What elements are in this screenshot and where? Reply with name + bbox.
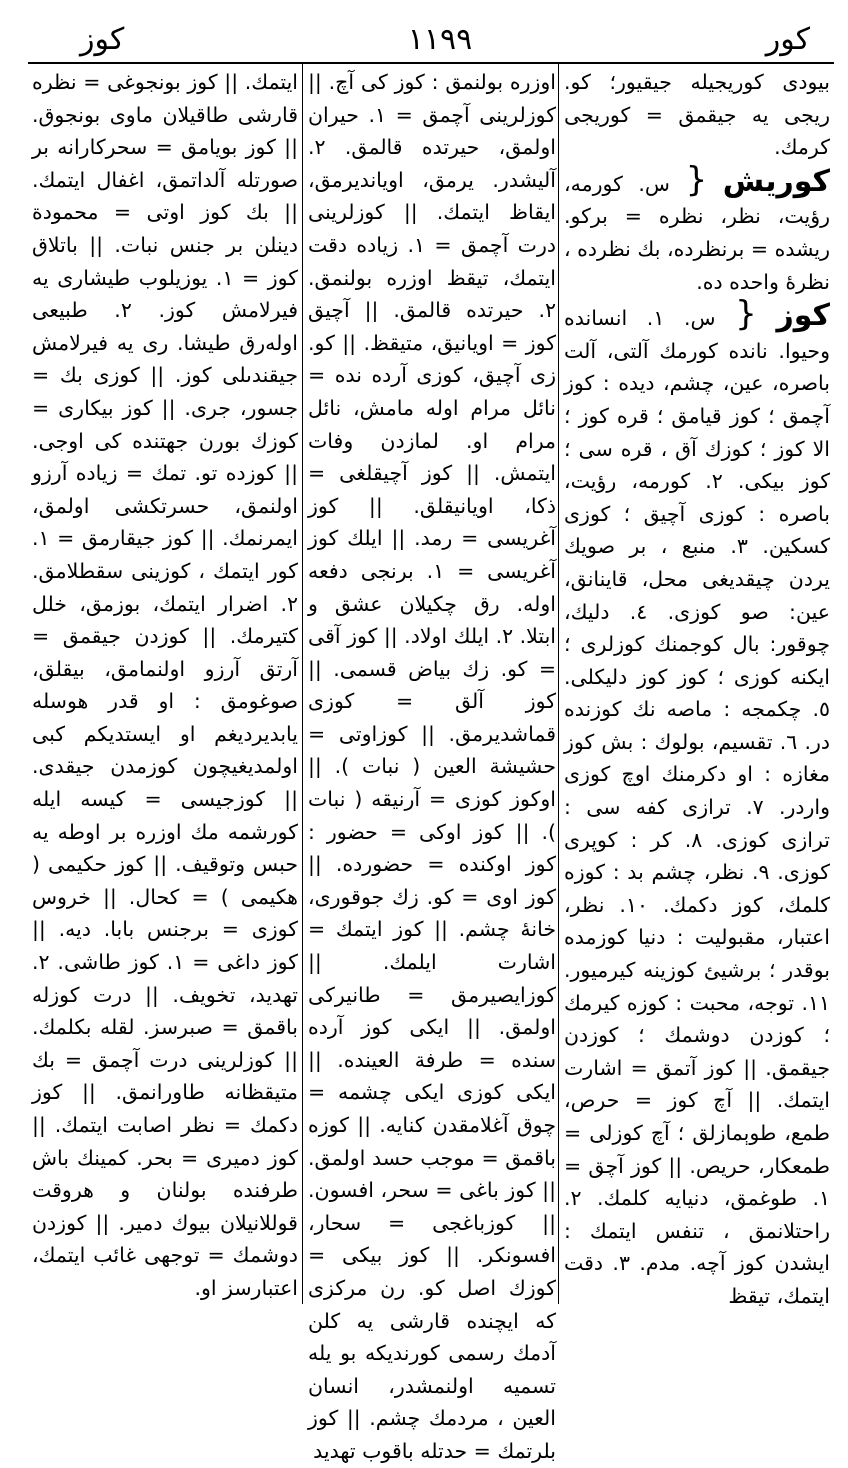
column-left	[32, 66, 298, 1302]
header-guide-word-left: كوز	[80, 22, 125, 57]
entry-text: ايتمك. || كوز بونجوغى = نظره قارشى طاقيلان ماوى بونجوق. || كوز بويامق = سحركارانه بر صورتله آلداتمق، اغفال ايتمك. || بك كوز اوتى = محمودة دينلن بر جنس نبات. || باتلاق كوز = ١. يوزيلوب طيشارى يه فيرلامش كوز. ٢. طبيعى اولەرق طيشا. رى يه فيرلامش جيقندىلى كوز. || كوزى بك = جسور، جرى. || كوز بيكارى = كوزك بورن جهتنده كى اوجى. || كوزده تو. تمك = زياده آرزو اولنمق، حسرتكشى اولمق، ايمرنمك. || كوز جيقارمق = ١. كور ايتمك ، كوزينى سقطلامق. ٢. اضرار ايتمك، بوزمق، خلل كتيرمك. || كوزدن جيقمق = آرتق آرزو اولنمامق، بيقلق، صوغومق : او قدر هوسله يابديرديغم او ايستديكم كبى اولمديغيچون كوزمدن جيقدى. || كوزجيسى = كيسه ايله كورشمه مك اوزره بر اوطه يه حبس وتوقيف. || كوز حكيمى ( هكيمى ) = كحال. || خروس كوزى = برجنس بابا. ديه. || كوز داغى = ١. كوز طاشى. ٢. تهديد، تخويف. || درت كوزله باقمق = صبرسز. لقله بكلمك. || كوزلرينى درت آچمق = بك متيقظانه طاورانمق. || كوز دكمك = نظر اصابت ايتمك. || كوز دميرى = بحر. كمينك باش طرفنده بولنان و هروقت قوللانيلان بيوك دمير. || كوزدن دوشمك = توجهى غائب ايتمك، اعتبارسز او.	[32, 70, 298, 1300]
brace-mark: {	[685, 159, 708, 200]
column-right	[564, 66, 831, 1308]
column-middle	[307, 66, 557, 1463]
brace-mark: {	[735, 294, 757, 335]
entry-continuation: بيودى كوريجيله جيقيور؛ كو. ريجى يه جيقمق = كوريجى كرمك.	[564, 70, 830, 160]
entry-headword: كوريش	[722, 163, 830, 199]
entry-text: اوزره بولنمق : كوز كى آچ. || كوزلرينى آچمق = ١. حيران اولمق، حيرتده قالمق. ٢. آليشدر. يرمق، اويانديرمق، ايقاظ ايتمك. || كوزلرينى درت آچمق = ١. زياده دقت ايتمك، تيقظ اوزره بولنمق. ٢. حيرتده قالمق. || آچيق كوز = اويانيق، متيقظ. || كو. زى آچيق، كوزى آرده نده = نائل مرام اوله مامش، نائل مرام او. لمازدن وفات ايتمش. || كوز آچيقلغى = ذكا، اويانيقلق. || كوز آغريسى = رمد. || ايلك كوز آغريسى = ١. برنجى دفعه اوله. رق چكيلان عشق و ابتلا. ٢. ايلك اولاد. || كوز آقى = كو. زك بياض قسمى. || كوز آلق = كوزى قماشديرمق. || كوزاوتى = حشيشة العين ( نبات ). || اوكوز كوزى = آرنيقه ( نبات ). || كوز اوكى = حضور : كوز اوكنده = حضورده. || كوز اوى = كو. زك جوقورى، خانهٔ چشم. || كوز ايتمك = اشارت ايلمك. || كوزايصيرمق = طانيركى اولمق. || ايكى كوز آرده سنده = طرفة العينده. || ايكى كوزى ايكى چشمه = چوق آغلامقدن كنايه. || كوزه باقمق = موجب حسد اولمق. || كوز باغى = سحر، افسون. || كوزباغجى = سحار، افسونكر. || كوز بيكى = كوزك اصل كو. رن مركزى كه ايچنده قارشى يه كلن آدمك رسمى كورنديكه بو يله تسميه اولنمشدر، انسان العين ، مردمك چشم. || كوز بلرتمك = حدتله باقوب تهديد	[307, 70, 557, 1463]
dictionary-entry-goz	[564, 294, 831, 1312]
dictionary-entry-gorish	[564, 159, 830, 298]
page-number: ١١٩٩	[407, 22, 473, 57]
entry-definition: س. كورمه، رؤيت، نظر، نظره = بركو. ريشده = برنظرده، بك نظرده ، نظرهٔ واحده ده.	[564, 171, 830, 294]
page-header	[30, 22, 830, 62]
text-columns	[30, 66, 836, 1463]
header-rule	[28, 62, 834, 64]
entry-definition: س. ١. انسانده وحيوا. نانده كورمك آلتى، آلت باصره، عين، چشم، ديده : كوز آچمق ؛ كوز قيامق ؛ قره كوز ؛ الا كوز ؛ كوزك آق ، قره سى ؛ كوز بيكى. ٢. كورمه، رؤيت، باصره : كوزى آچيق ؛ كوزى كسكين. ٣. منبع ، بر صويك يردن چيقديغى محل، قاينانق، عين: صو كوزى. ٤. دليك، چوقور: بال كوجمنك كوزلرى ؛ ايكنه كوزى ؛ كوز كوز دليكلى. ٥. چكمجه : ماصه نك كوزنده در. ٦. تقسيم، بولوك : بش كوز مغازه : او دكرمنك اوچ كوزى واردر. ٧. ترازى كفه سى : ترازى كوزى. ٨. كر : كوپرى كوزى. ٩. نظر، چشم بد : كوزه كلمك، كوز دكمك. ١٠. نظر، اعتبار، مقبوليت : دنيا كوزمده بوقدر ؛ برشيئ كوزينه كيرميور. ١١. توجه، محبت : كوزه كيرمك ؛ كوزدن دوشمك ؛ كوزدن جيقمق. || كوز آتمق = اشارت ايتمك. || آچ كوز = حرص، طمع، طوېمازلق ؛ آچ كوزلى = طمعكار، حريص. || كوز آچق = ١. طوغمق، دنيايه كلمك. ٢. راحتلانمق ، تنفس ايتمك : ايشدن كوز آچه. مدم. ٣. دقت ايتمك، تيقظ	[564, 306, 831, 1308]
header-guide-word-right: كور	[765, 22, 810, 57]
entry-headword: كوز	[776, 298, 830, 334]
